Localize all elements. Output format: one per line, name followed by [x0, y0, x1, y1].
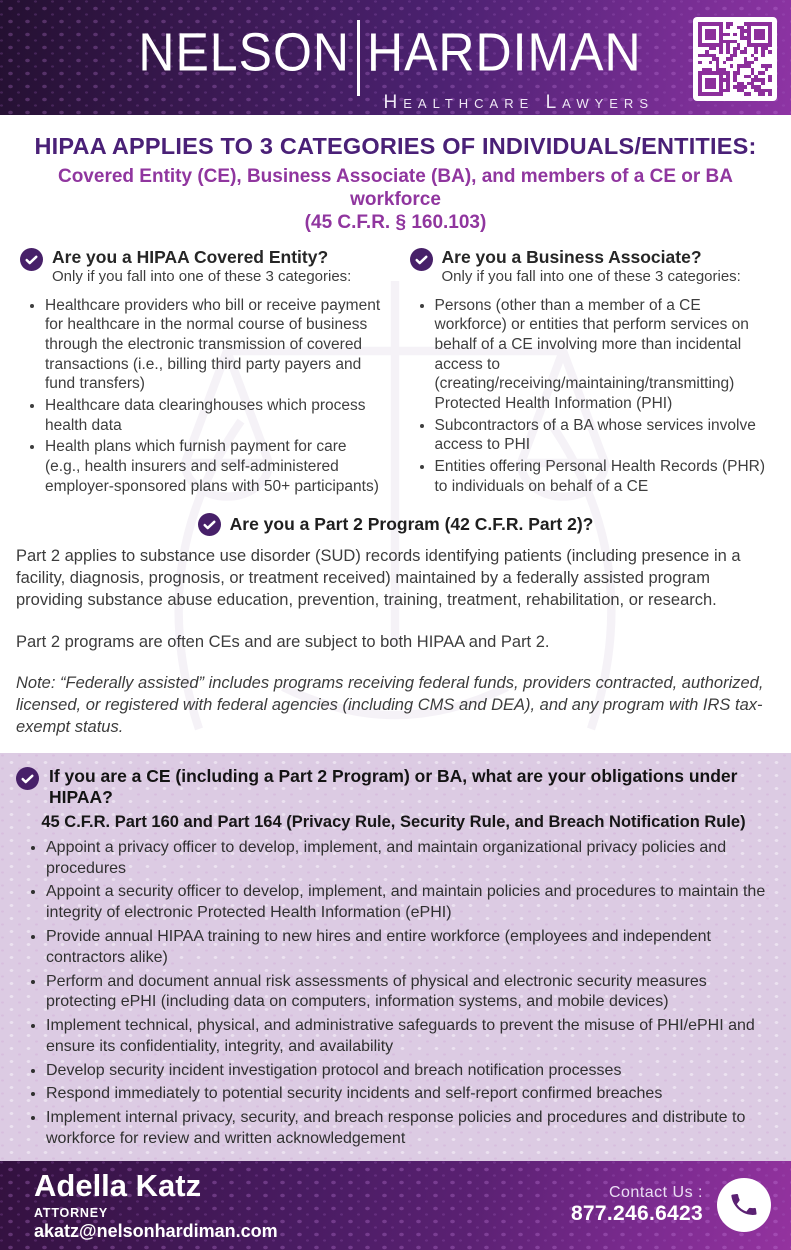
part2-heading: Are you a Part 2 Program (42 C.F.R. Part 2)? — [229, 513, 594, 534]
subtitle-line-1: Covered Entity (CE), Business Associate (BA), and members of a CE or BA workforce — [57, 166, 733, 211]
attorney-name: Adella Katz — [34, 1167, 202, 1203]
list-item: • Respond immediately to potential security incidents and self-report confirmed breaches — [46, 1084, 771, 1105]
list-item: • Health plans which furnish payment for care (e.g., health insurers and self-administered employer-sponsored plans with 50+ participants) — [45, 437, 382, 496]
logo-divider — [357, 20, 360, 96]
list-item: • Appoint a security officer to develop, implement, and maintain policies and procedures to maintain the integrity of electronic Protected Health Information (ePHI) — [46, 882, 771, 924]
list-item: • Healthcare providers who bill or receive payment for healthcare in the normal course of business through the electronic transmission of covered transactions (i.e., billing third party payers and fund transfers) — [45, 296, 382, 394]
part2-paragraph-2: Part 2 programs are often CEs and are subject to both HIPAA and Part 2. — [16, 632, 550, 651]
part2-note: Note: “Federally assisted” includes programs receiving federal funds, providers contracted, authorized, licensed, or registered with federal agencies (including CMS and DEA), and any program with IRS tax-exempt status. — [16, 674, 764, 736]
covered-entity-header — [20, 247, 382, 286]
check-icon — [20, 248, 43, 271]
obligations-section — [0, 753, 791, 1161]
qr-code — [693, 17, 777, 101]
two-column-area — [14, 247, 777, 499]
check-icon — [198, 513, 221, 536]
check-icon — [16, 767, 39, 790]
business-associate-column — [410, 247, 772, 499]
business-associate-heading: Are you a Business Associate? — [441, 246, 702, 267]
covered-entity-list — [20, 296, 382, 497]
obligations-subheading: 45 C.F.R. Part 160 and Part 164 (Privacy Rule, Security Rule, and Breach Notification Rule) — [41, 812, 746, 831]
list-item: • Provide annual HIPAA training to new hires and entire workforce (employees and independent contractors alike) — [46, 927, 771, 969]
business-associate-header — [410, 247, 772, 286]
part2-paragraph-1: Part 2 applies to substance use disorder (SUD) records identifying patients (including presence in a facility, diagnosis, prognosis, or treatment received) maintained by a federally assisted program providing substance abuse education, prevention, training, treatment, rehabilitation, or research. — [16, 547, 741, 609]
list-item: • Perform and document annual risk assessments of physical and electronic security measures protecting ePHI (including data on computers, information systems, and mobile devices) — [46, 972, 771, 1014]
brand-wordmark — [138, 14, 641, 90]
list-item: • Implement internal privacy, security, and breach response policies and procedures and distribute to workforce for review and written acknowledgement — [46, 1108, 771, 1150]
qr-code-pattern — [698, 22, 772, 96]
attorney-role: ATTORNEY — [34, 1205, 108, 1220]
list-item: • Entities offering Personal Health Records (PHR) to individuals on behalf of a CE — [435, 457, 772, 496]
subtitle-line-2: (45 C.F.R. § 160.103) — [304, 212, 487, 234]
main-content — [0, 115, 791, 739]
brand-name-second: HARDIMAN — [366, 21, 642, 83]
covered-entity-column — [20, 247, 382, 499]
list-item: • Subcontractors of a BA whose services involve access to PHI — [435, 416, 772, 455]
list-item: • Healthcare data clearinghouses which process health data — [45, 396, 382, 435]
brand-logo — [120, 14, 660, 114]
business-associate-list — [410, 296, 772, 497]
covered-entity-subheading: Only if you fall into one of these 3 categories: — [52, 267, 352, 285]
brand-name-first: NELSON — [138, 21, 350, 83]
attorney-email: akatz@nelsonhardiman.com — [34, 1220, 278, 1241]
list-item: • Implement technical, physical, and administrative safeguards to prevent the misuse of PHI/ePHI and ensure its confidentiality, integrity, and availability — [46, 1016, 771, 1058]
contact-block — [571, 1178, 771, 1232]
contact-phone-number: 877.246.6423 — [570, 1202, 703, 1226]
list-item: • Appoint a privacy officer to develop, implement, and maintain organizational privacy policies and procedures — [46, 838, 771, 880]
part2-header — [14, 512, 777, 536]
obligations-heading: If you are a CE (including a Part 2 Program) or BA, what are your obligations under HIPAA? — [49, 765, 738, 807]
page-title: HIPAA APPLIES TO 3 CATEGORIES OF INDIVIDUALS/ENTITIES: — [34, 133, 757, 159]
business-associate-subheading: Only if you fall into one of these 3 categories: — [441, 267, 741, 285]
header-banner — [0, 0, 791, 115]
obligations-header — [16, 766, 771, 808]
covered-entity-heading: Are you a HIPAA Covered Entity? — [52, 246, 329, 267]
obligations-list — [16, 838, 771, 1150]
brand-tagline: Healthcare Lawyers — [383, 92, 654, 113]
check-icon — [410, 248, 433, 271]
page-subtitle — [14, 165, 777, 235]
contact-label: Contact Us : — [608, 1184, 703, 1202]
list-item: • Persons (other than a member of a CE workforce) or entities that perform services on behalf of a CE involving more than incidental access to (creating/receiving/maintaining/transmitting) Protected Health Information (PHI) — [435, 296, 772, 414]
phone-icon — [717, 1178, 771, 1232]
footer-banner — [0, 1161, 791, 1250]
list-item: • Develop security incident investigation protocol and breach notification processes — [46, 1061, 771, 1082]
attorney-info — [34, 1169, 278, 1242]
